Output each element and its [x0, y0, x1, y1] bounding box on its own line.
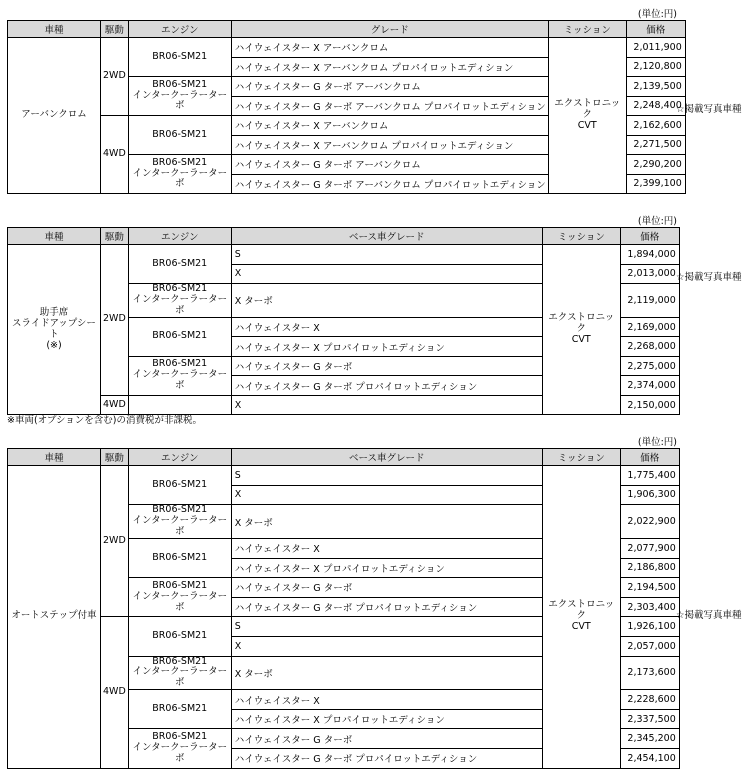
price-cell: 2,119,000: [620, 284, 679, 318]
table-row: [8, 466, 680, 486]
grade-cell: X ターボ: [231, 284, 542, 318]
grade-cell: ハイウェイスター X アーバンクロム: [231, 116, 548, 136]
grade-cell: X ターボ: [231, 505, 542, 539]
grade-cell: ハイウェイスター G ターボ: [231, 578, 542, 598]
price-cell: 2,057,000: [620, 636, 679, 656]
column-header: 価格: [620, 228, 679, 245]
grade-cell: X: [231, 395, 542, 415]
drive-cell: 2WD: [101, 466, 129, 617]
grade-cell: ハイウェイスター G ターボ アーバンクロム プロパイロットエディション: [231, 96, 548, 116]
mission-cell: エクストロニック CVT: [542, 245, 620, 415]
column-header: 車種: [8, 449, 101, 466]
column-header: エンジン: [128, 228, 231, 245]
engine-cell: BR06-SM21 インタークーラーターボ: [128, 656, 231, 690]
grade-cell: ハイウェイスター G ターボ アーバンクロム プロパイロットエディション: [231, 174, 548, 194]
price-cell: 2,454,100: [620, 749, 679, 769]
engine-cell: BR06-SM21 インタークーラーターボ: [128, 578, 231, 617]
grade-cell: ハイウェイスター X アーバンクロム: [231, 38, 548, 58]
header-row: [8, 21, 686, 38]
column-header: ベース車グレード: [231, 228, 542, 245]
grade-cell: ハイウェイスター G ターボ: [231, 729, 542, 749]
engine-cell: BR06-SM21: [128, 317, 231, 356]
column-header: ベース車グレード: [231, 449, 542, 466]
price-cell: 2,077,900: [620, 538, 679, 558]
price-cell: 2,275,000: [620, 356, 679, 376]
column-header: 駆動: [101, 228, 129, 245]
engine-cell: BR06-SM21: [128, 116, 231, 155]
column-header: ミッション: [542, 228, 620, 245]
grade-cell: X: [231, 636, 542, 656]
engine-cell: BR06-SM21: [128, 617, 231, 656]
price-table: [7, 227, 680, 415]
engine-cell: BR06-SM21 インタークーラーターボ: [128, 77, 231, 116]
column-header: ミッション: [542, 449, 620, 466]
drive-cell: 4WD: [101, 116, 129, 194]
price-cell: 2,303,400: [620, 597, 679, 617]
price-cell: 2,186,800: [620, 558, 679, 578]
engine-cell: BR06-SM21 インタークーラーターボ: [128, 729, 231, 768]
column-header: 駆動: [101, 449, 129, 466]
price-cell: 2,194,500: [620, 578, 679, 598]
unit-label: (単位:円): [637, 9, 677, 20]
grade-cell: ハイウェイスター G ターボ アーバンクロム: [231, 77, 548, 97]
grade-cell: S: [231, 466, 542, 486]
grade-cell: ハイウェイスター X プロパイロットエディション: [231, 337, 542, 357]
drive-cell: 4WD: [101, 395, 129, 415]
unit-label: (単位:円): [637, 437, 677, 448]
price-cell: 2,399,100: [626, 174, 685, 194]
engine-cell: BR06-SM21: [128, 466, 231, 505]
grade-cell: ハイウェイスター X プロパイロットエディション: [231, 558, 542, 578]
engine-cell: BR06-SM21: [128, 538, 231, 577]
grade-cell: S: [231, 245, 542, 265]
model-cell: 助手席 スライドアップシート (※): [8, 245, 101, 415]
grade-cell: ハイウェイスター X アーバンクロム プロパイロットエディション: [231, 135, 548, 155]
price-cell: 2,228,600: [620, 690, 679, 710]
column-header: 価格: [620, 449, 679, 466]
column-header: 価格: [626, 21, 685, 38]
mission-cell: エクストロニック CVT: [542, 466, 620, 769]
drive-cell: 2WD: [101, 38, 129, 116]
price-cell: 2,271,500: [626, 135, 685, 155]
grade-cell: ハイウェイスター X: [231, 317, 542, 337]
grade-cell: ハイウェイスター X: [231, 538, 542, 558]
column-header: グレード: [231, 21, 548, 38]
column-header: 駆動: [101, 21, 129, 38]
price-table: [7, 20, 686, 194]
grade-cell: X: [231, 485, 542, 505]
price-cell: 2,013,000: [620, 264, 679, 284]
column-header: エンジン: [128, 21, 231, 38]
price-cell: 1,906,300: [620, 485, 679, 505]
column-header: 車種: [8, 228, 101, 245]
engine-cell: BR06-SM21 インタークーラーターボ: [128, 284, 231, 318]
drive-cell: 2WD: [101, 245, 129, 396]
unit-label: (単位:円): [637, 216, 677, 227]
engine-cell: BR06-SM21 インタークーラーターボ: [128, 505, 231, 539]
price-cell: 2,173,600: [620, 656, 679, 690]
header-row: [8, 228, 680, 245]
mission-cell: エクストロニック CVT: [548, 38, 626, 194]
price-cell: 2,248,400: [626, 96, 685, 116]
price-cell: 2,150,000: [620, 395, 679, 415]
grade-cell: ハイウェイスター G ターボ アーバンクロム: [231, 155, 548, 175]
price-cell: 2,162,600: [626, 116, 685, 136]
model-cell: アーバンクロム: [8, 38, 101, 194]
price-cell: 1,775,400: [620, 466, 679, 486]
grade-cell: ハイウェイスター G ターボ プロパイロットエディション: [231, 376, 542, 396]
price-cell: 2,345,200: [620, 729, 679, 749]
grade-cell: ハイウェイスター G ターボ: [231, 356, 542, 376]
price-cell: 2,337,500: [620, 709, 679, 729]
price-cell: 2,139,500: [626, 77, 685, 97]
footnote: ※車両(オプションを含む)の消費税が非課税。: [7, 415, 203, 426]
column-header: エンジン: [128, 449, 231, 466]
engine-cell: BR06-SM21 インタークーラーターボ: [128, 155, 231, 194]
price-cell: 2,268,000: [620, 337, 679, 357]
column-header: ミッション: [548, 21, 626, 38]
column-header: 車種: [8, 21, 101, 38]
table-row: [8, 38, 686, 58]
price-cell: 2,120,800: [626, 57, 685, 77]
price-table: [7, 448, 680, 769]
price-cell: 2,022,900: [620, 505, 679, 539]
grade-cell: S: [231, 617, 542, 637]
grade-cell: X ターボ: [231, 656, 542, 690]
engine-cell: BR06-SM21: [128, 245, 231, 284]
price-cell: 2,169,000: [620, 317, 679, 337]
photo-mark-note: ☆掲載写真車種: [676, 103, 742, 115]
grade-cell: ハイウェイスター X プロパイロットエディション: [231, 709, 542, 729]
drive-cell: 4WD: [101, 617, 129, 768]
model-cell: オートステップ付車: [8, 466, 101, 769]
price-cell: 1,926,100: [620, 617, 679, 637]
table-row: [8, 245, 680, 265]
price-cell: 2,290,200: [626, 155, 685, 175]
photo-mark-note: ☆掲載写真車種: [676, 610, 742, 622]
header-row: [8, 449, 680, 466]
price-cell: 1,894,000: [620, 245, 679, 265]
grade-cell: ハイウェイスター X アーバンクロム プロパイロットエディション: [231, 57, 548, 77]
engine-cell: BR06-SM21 インタークーラーターボ: [128, 356, 231, 395]
grade-cell: ハイウェイスター G ターボ プロパイロットエディション: [231, 749, 542, 769]
price-cell: 2,011,900: [626, 38, 685, 58]
price-cell: 2,374,000: [620, 376, 679, 396]
grade-cell: ハイウェイスター G ターボ プロパイロットエディション: [231, 597, 542, 617]
grade-cell: X: [231, 264, 542, 284]
photo-mark-note: ☆掲載写真車種: [676, 271, 742, 283]
engine-cell: BR06-SM21: [128, 38, 231, 77]
engine-cell: BR06-SM21: [128, 690, 231, 729]
grade-cell: ハイウェイスター X: [231, 690, 542, 710]
